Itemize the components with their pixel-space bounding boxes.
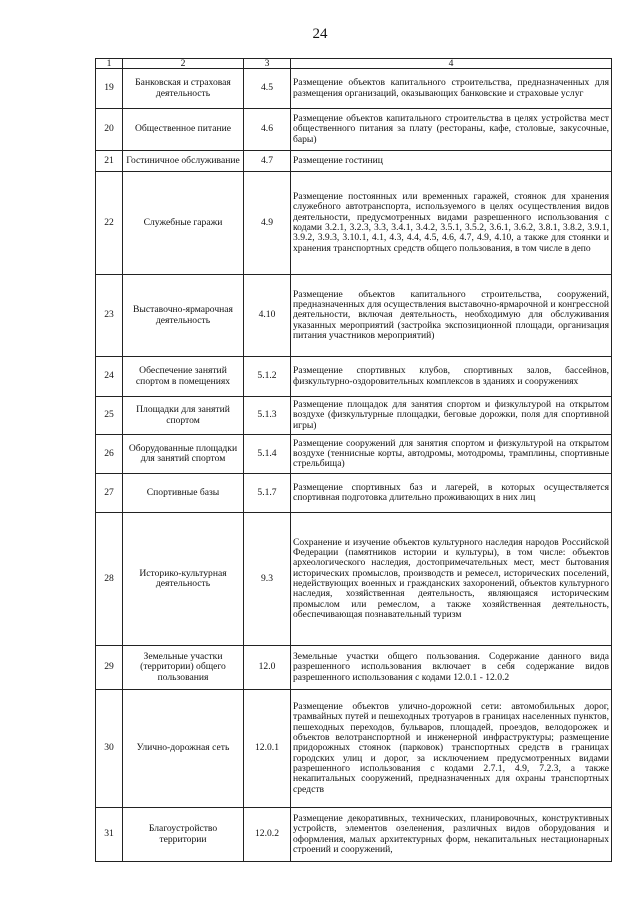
row-number-cell: 21 <box>96 151 123 172</box>
land-use-description-cell: Размещение декоративных, технических, планировочных, конструктивных устройств, элементов озеленения, различных видов оборудования и оформления, малых архитектурных форм, некапитальных нестационарных строений и сооружений, <box>291 808 612 862</box>
land-use-description-cell: Размещение объектов капитального строительства, предназначенных для размещения организаций, оказывающих банковские и страховые услуг <box>291 69 612 109</box>
land-use-name-cell: Спортивные базы <box>123 474 244 513</box>
land-use-description-cell: Размещение площадок для занятия спортом и физкультурой на открытом воздухе (физкультурные площадки, беговые дорожки, поля для спортивной игры) <box>291 397 612 435</box>
row-number-cell: 31 <box>96 808 123 862</box>
land-use-name-cell: Банковская и страховая деятельность <box>123 69 244 109</box>
table-row <box>96 397 612 435</box>
table-row <box>96 808 612 862</box>
table-row <box>96 109 612 151</box>
row-number-cell: 27 <box>96 474 123 513</box>
row-number-cell: 28 <box>96 513 123 646</box>
row-number-cell: 26 <box>96 435 123 474</box>
land-use-name-cell: Общественное питание <box>123 109 244 151</box>
table-row <box>96 151 612 172</box>
header-cell: 2 <box>123 59 244 69</box>
land-use-name-cell: Служебные гаражи <box>123 172 244 275</box>
table-row <box>96 435 612 474</box>
table-header-row <box>96 59 612 69</box>
land-use-name-cell: Благоустройство территории <box>123 808 244 862</box>
land-use-code-cell: 4.5 <box>244 69 291 109</box>
header-cell: 3 <box>244 59 291 69</box>
land-use-description-cell: Сохранение и изучение объектов культурного наследия народов Российской Федерации (памятников истории и культуры), в том числе: объектов археологического наследия, достопримечательных мест, мест бытования исторических промыслов, производств и ремесел, исторических поселений, недействующих военных и гражданских захоронений, объектов культурного наследия, хозяйственная деятельность, являющаяся историческим промыслом или ремеслом, а также хозяйственная деятельность, обеспечивающая познавательный туризм <box>291 513 612 646</box>
land-use-description-cell: Размещение гостиниц <box>291 151 612 172</box>
row-number-cell: 29 <box>96 646 123 690</box>
land-use-table <box>95 58 612 862</box>
row-number-cell: 24 <box>96 357 123 397</box>
land-use-name-cell: Улично-дорожная сеть <box>123 690 244 808</box>
land-use-name-cell: Выставочно-ярмарочная деятельность <box>123 275 244 357</box>
header-cell: 1 <box>96 59 123 69</box>
table-row <box>96 69 612 109</box>
land-use-code-cell: 5.1.7 <box>244 474 291 513</box>
row-number-cell: 23 <box>96 275 123 357</box>
row-number-cell: 22 <box>96 172 123 275</box>
table-row <box>96 513 612 646</box>
table-row <box>96 646 612 690</box>
page-number: 24 <box>312 26 328 42</box>
land-use-code-cell: 4.9 <box>244 172 291 275</box>
land-use-code-cell: 12.0 <box>244 646 291 690</box>
land-use-description-cell: Размещение объектов капитального строительства в целях устройства мест общественного питания за плату (рестораны, кафе, столовые, закусочные, бары) <box>291 109 612 151</box>
land-use-code-cell: 5.1.2 <box>244 357 291 397</box>
land-use-name-cell: Гостиничное обслуживание <box>123 151 244 172</box>
header-cell: 4 <box>291 59 612 69</box>
land-use-name-cell: Историко-культурная деятельность <box>123 513 244 646</box>
land-use-code-cell: 12.0.1 <box>244 690 291 808</box>
land-use-code-cell: 9.3 <box>244 513 291 646</box>
land-use-name-cell: Оборудованные площадки для занятий спортом <box>123 435 244 474</box>
table-row <box>96 357 612 397</box>
land-use-description-cell: Размещение спортивных клубов, спортивных залов, бассейнов, физкультурно-оздоровительных комплексов в зданиях и сооружениях <box>291 357 612 397</box>
land-use-description-cell: Размещение постоянных или временных гаражей, стоянок для хранения служебного автотранспорта, используемого в целях осуществления видов деятельности, предусмотренных видами разрешенного использования с кодами 3.2.1, 3.2.3, 3.3, 3.4.1, 3.4.2, 3.5.1, 3.5.2, 3.6.1, 3.6.2, 3.8.1, 3.8.2, 3.9.1, 3.9.2, 3.9.3, 3.10.1, 4.1, 4.3, 4.4, 4.5, 4.6, 4.7, 4.9, 4.10, а также для стоянки и хранения транспортных средств общего пользования, в том числе в депо <box>291 172 612 275</box>
land-use-code-cell: 4.10 <box>244 275 291 357</box>
land-use-description-cell: Размещение объектов капитального строительства, сооружений, предназначенных для осуществления выставочно-ярмарочной и конгрессной деятельности, включая деятельность, необходимую для обслуживания указанных мероприятий (застройка экспозиционной площади, организация питания участников мероприятий) <box>291 275 612 357</box>
table-row <box>96 275 612 357</box>
row-number-cell: 30 <box>96 690 123 808</box>
row-number-cell: 20 <box>96 109 123 151</box>
row-number-cell: 19 <box>96 69 123 109</box>
land-use-description-cell: Размещение спортивных баз и лагерей, в которых осуществляется спортивная подготовка длительно проживающих в них лиц <box>291 474 612 513</box>
table-row <box>96 172 612 275</box>
land-use-name-cell: Обеспечение занятий спортом в помещениях <box>123 357 244 397</box>
row-number-cell: 25 <box>96 397 123 435</box>
land-use-description-cell: Земельные участки общего пользования. Содержание данного вида разрешенного использования включает в себя содержание видов разрешенного использования с кодами 12.0.1 - 12.0.2 <box>291 646 612 690</box>
land-use-code-cell: 12.0.2 <box>244 808 291 862</box>
land-use-name-cell: Земельные участки (территории) общего пользования <box>123 646 244 690</box>
land-use-description-cell: Размещение сооружений для занятия спортом и физкультурой на открытом воздухе (теннисные корты, автодромы, мотодромы, трамплины, спортивные стрельбища) <box>291 435 612 474</box>
land-use-code-cell: 4.7 <box>244 151 291 172</box>
land-use-code-cell: 4.6 <box>244 109 291 151</box>
table-row <box>96 690 612 808</box>
land-use-description-cell: Размещение объектов улично-дорожной сети: автомобильных дорог, трамвайных путей и пешеходных тротуаров в границах населенных пунктов, пешеходных переходов, бульваров, площадей, проездов, велодорожек и объектов велотранспортной и инженерной инфраструктуры; размещение придорожных стоянок (парковок) транспортных средств в границах городских улиц и дорог, за исключением предусмотренных видами разрешенного использования с кодами 2.7.1, 4.9, 7.2.3, а также некапитальных сооружений, предназначенных для охраны транспортных средств <box>291 690 612 808</box>
land-use-code-cell: 5.1.4 <box>244 435 291 474</box>
land-use-code-cell: 5.1.3 <box>244 397 291 435</box>
land-use-name-cell: Площадки для занятий спортом <box>123 397 244 435</box>
table-row <box>96 474 612 513</box>
